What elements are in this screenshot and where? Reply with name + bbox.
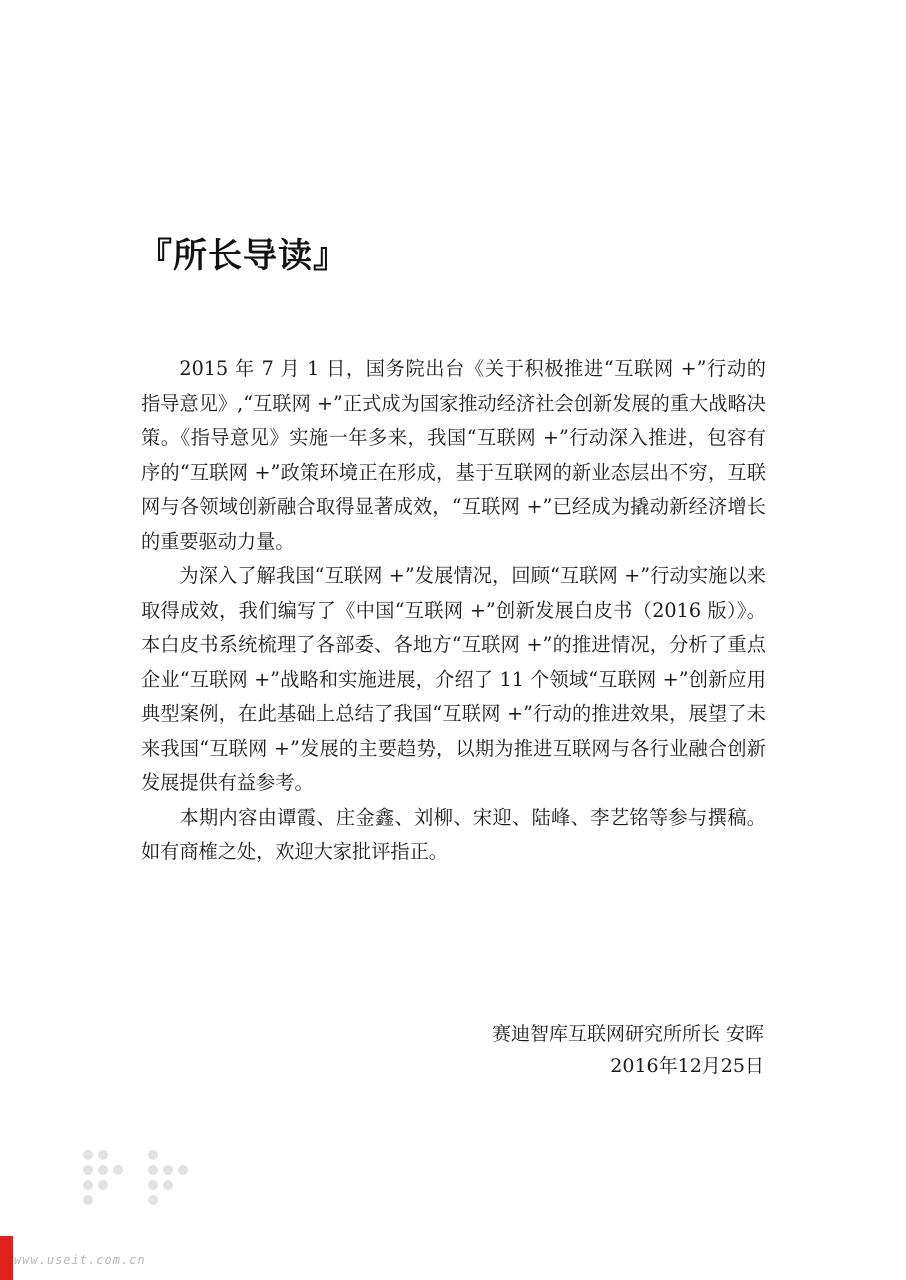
paragraph-3: 本期内容由谭霞、庄金鑫、刘柳、宋迎、陆峰、李艺铭等参与撰稿。如有商榷之处，欢迎大家批评指正。 [141, 805, 766, 863]
watermark-text: www.useit.com.cn [14, 1253, 146, 1267]
dot-grid [83, 1150, 188, 1205]
paragraph-2: 为深入了解我国“互联网 +”发展情况，回顾“互联网 +”行动实施以来取得成效，我们编写了《中国“互联网 +”创新发展白皮书（2016 版）》。本白皮书系统梳理了各部委、各地方“互联网 +”的推进情况，分析了重点企业“互联网 +”战略和实施进展，介绍了 11 个领域“互联网 +”创新应用典型案例，在此基础上总结了我国“互联网 +”行动的推进效果，展望了未来我国“互联网 +”发展的主要趋势，以期为推进互联网与各行业融合创新发展提供有益参考。 [141, 564, 766, 794]
red-accent-bar [0, 1236, 13, 1280]
body-text [141, 352, 766, 870]
paragraph-1: 2015 年 7 月 1 日，国务院出台《关于积极推进“互联网 +”行动的指导意见》,“互联网 +”正式成为国家推动经济社会创新发展的重大战略决策。《指导意见》实施一年多来，我国“互联网 +”行动深入推进，包容有序的“互联网 +”政策环境正在形成，基于互联网的新业态层出不穷，互联网与各领域创新融合取得显著成效，“互联网 +”已经成为撬动新经济增长的重要驱动力量。 [141, 357, 766, 553]
page-title: 『所长导读』 [138, 236, 348, 276]
signature-date: 2016年12月25日 [610, 1055, 764, 1077]
signature-author: 赛迪智库互联网研究所所长 安晖 [491, 1023, 764, 1045]
dot-pattern-decoration [78, 1148, 198, 1208]
signature-block [492, 1018, 764, 1082]
